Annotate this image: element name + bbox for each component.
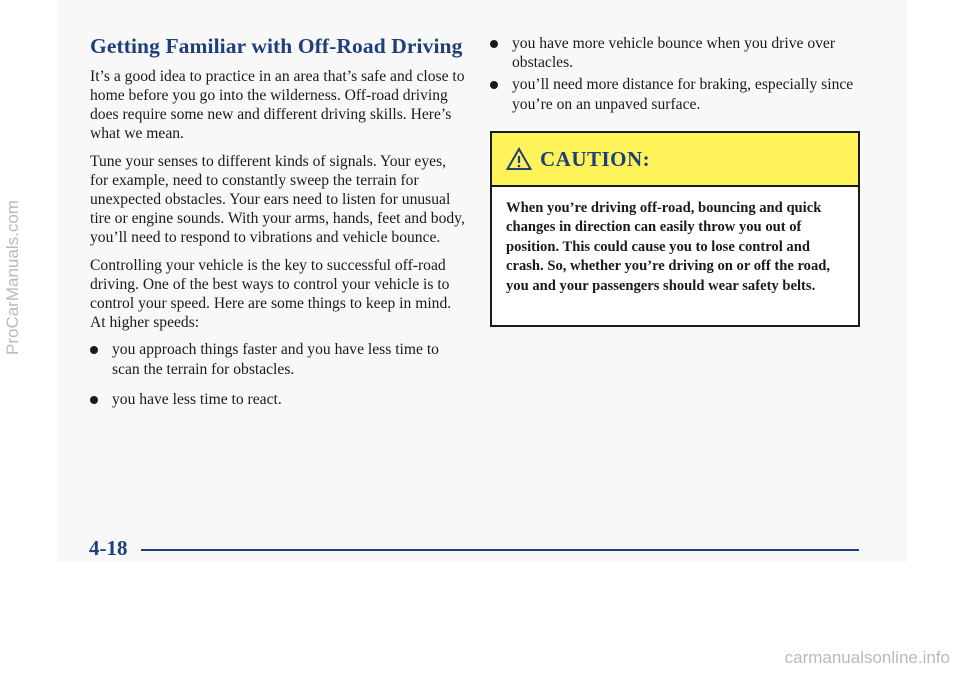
intro-paragraph: It’s a good idea to practice in an area that’s safe and close to home before you go into the wilderness. Off-road driving does require some new and different driving skills. Here’s what we mean.: [90, 67, 465, 143]
bullet-icon: [490, 40, 498, 48]
caution-box: [490, 131, 860, 327]
caution-title: CAUTION:: [540, 146, 651, 171]
bottom-watermark[interactable]: carmanualsonline.info: [784, 648, 950, 667]
bullet-text: you approach things faster and you have less time to scan the terrain for obstacles.: [112, 341, 439, 378]
caution-header: [492, 133, 858, 187]
side-watermark: [3, 180, 22, 360]
footer-divider: [141, 549, 859, 551]
left-column: [90, 34, 465, 420]
bullet-icon: [90, 396, 98, 404]
section-title: Getting Familiar with Off-Road Driving: [90, 34, 463, 58]
side-watermark-text: ProCarManuals.com: [3, 200, 22, 355]
list-item: [90, 340, 465, 378]
bullet-text: you have less time to react.: [112, 390, 282, 408]
right-column: [490, 34, 860, 125]
bullet-icon: [90, 346, 98, 354]
control-paragraph: Controlling your vehicle is the key to successful off-road driving. One of the best ways to control your vehicle is to control your speed. Here are some things to keep in mind. At higher speeds:: [90, 256, 452, 332]
warning-triangle-icon: [506, 147, 532, 171]
bullet-icon: [490, 81, 498, 89]
page-number: 4-18: [89, 536, 128, 560]
list-item: [90, 390, 465, 409]
list-item: [490, 75, 860, 113]
bullet-text: you have more vehicle bounce when you drive over obstacles.: [512, 35, 836, 72]
bullet-text: you’ll need more distance for braking, especially since you’re on an unpaved surface.: [512, 76, 854, 113]
list-item: [490, 34, 860, 72]
senses-paragraph: Tune your senses to different kinds of signals. Your eyes, for example, need to constantly sweep the terrain for unexpected obstacles. Your ears need to listen for unusual tire or engine sounds. With your arms, hands, feet and body, you’ll need to respond to vibrations and vehicle bounce.: [90, 152, 465, 247]
caution-text: When you’re driving off-road, bouncing and quick changes in direction can easily throw you out of position. This could cause you to lose control and crash. So, whether you’re driving on or off the road, you and your passengers should wear safety belts.: [506, 200, 831, 294]
page-footer: [89, 536, 859, 562]
